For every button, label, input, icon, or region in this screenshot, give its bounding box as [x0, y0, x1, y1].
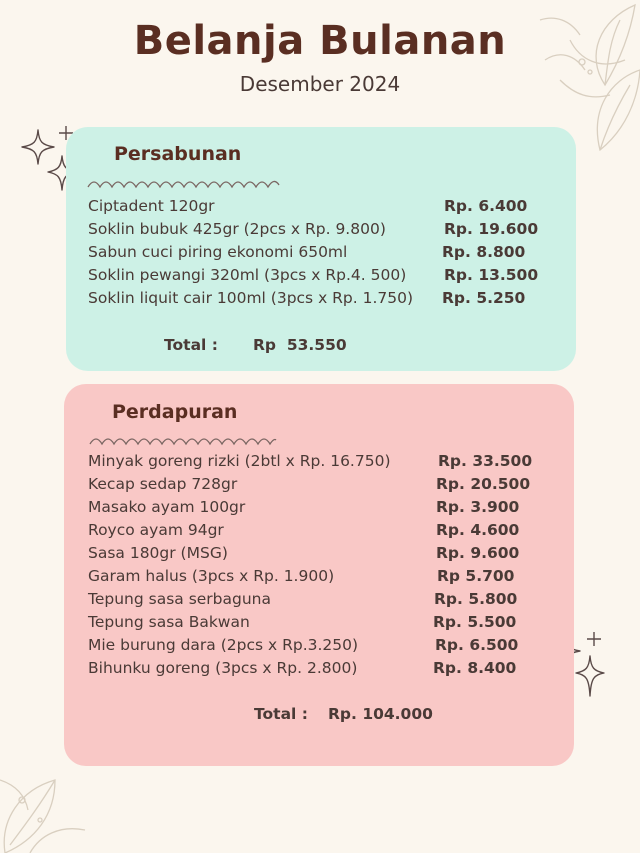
list-item	[88, 475, 558, 498]
item-name: Soklin pewangi 320ml (3pcs x Rp.4. 500)	[88, 266, 407, 284]
item-price: Rp. 13.500	[444, 266, 539, 284]
section-card-persabunan	[66, 127, 576, 371]
item-price: Rp. 8.800	[442, 243, 526, 261]
item-name: Sabun cuci piring ekonomi 650ml	[88, 243, 348, 261]
item-price: Rp. 5.500	[433, 613, 517, 631]
list-item	[88, 521, 558, 544]
list-item	[88, 220, 558, 243]
section-card-perdapuran	[64, 384, 574, 766]
item-price: Rp. 20.500	[436, 475, 531, 493]
wavy-underline-icon	[86, 175, 281, 191]
item-price: Rp. 6.500	[435, 636, 519, 654]
item-name: Sasa 180gr (MSG)	[88, 544, 228, 562]
item-price: Rp. 9.600	[436, 544, 520, 562]
list-item	[88, 636, 558, 659]
list-item	[88, 289, 558, 312]
total-value: Rp. 104.000	[328, 705, 433, 723]
item-price: Rp. 4.600	[436, 521, 520, 539]
list-item	[88, 243, 558, 266]
item-name: Mie burung dara (2pcs x Rp.3.250)	[88, 636, 359, 654]
section-title: Persabunan	[114, 143, 242, 165]
item-price: Rp 5.700	[437, 567, 515, 585]
item-price: Rp. 33.500	[438, 452, 533, 470]
page-title: Belanja Bulanan	[133, 18, 507, 64]
item-name: Minyak goreng rizki (2btl x Rp. 16.750)	[88, 452, 391, 470]
item-price: Rp. 19.600	[444, 220, 539, 238]
item-name: Masako ayam 100gr	[88, 498, 246, 516]
item-name: Tepung sasa Bakwan	[88, 613, 250, 631]
item-price: Rp. 8.400	[433, 659, 517, 677]
page-subtitle: Desember 2024	[239, 72, 401, 96]
item-price: Rp. 5.250	[442, 289, 526, 307]
list-item	[88, 452, 558, 475]
item-name: Soklin liquit cair 100ml (3pcs x Rp. 1.750)	[88, 289, 414, 307]
total-label: Total :	[164, 336, 218, 354]
item-name: Ciptadent 120gr	[88, 197, 215, 215]
list-item	[88, 498, 558, 521]
list-item	[88, 567, 558, 590]
item-name: Kecap sedap 728gr	[88, 475, 238, 493]
item-name: Soklin bubuk 425gr (2pcs x Rp. 9.800)	[88, 220, 386, 238]
item-price: Rp. 3.900	[436, 498, 520, 516]
item-name: Bihunku goreng (3pcs x Rp. 2.800)	[88, 659, 358, 677]
total-value: Rp 53.550	[253, 336, 347, 354]
list-item	[88, 613, 558, 636]
item-name: Royco ayam 94gr	[88, 521, 224, 539]
list-item	[88, 590, 558, 613]
section-title: Perdapuran	[112, 401, 238, 423]
list-item	[88, 266, 558, 289]
list-item	[88, 197, 558, 220]
list-item	[88, 544, 558, 567]
leaf-decoration-bottom-left-icon	[0, 760, 90, 853]
item-price: Rp. 5.800	[434, 590, 518, 608]
wavy-underline-icon	[88, 432, 278, 448]
item-name: Garam halus (3pcs x Rp. 1.900)	[88, 567, 335, 585]
item-name: Tepung sasa serbaguna	[88, 590, 272, 608]
item-price: Rp. 6.400	[444, 197, 528, 215]
list-item	[88, 659, 558, 682]
total-label: Total :	[254, 705, 308, 723]
